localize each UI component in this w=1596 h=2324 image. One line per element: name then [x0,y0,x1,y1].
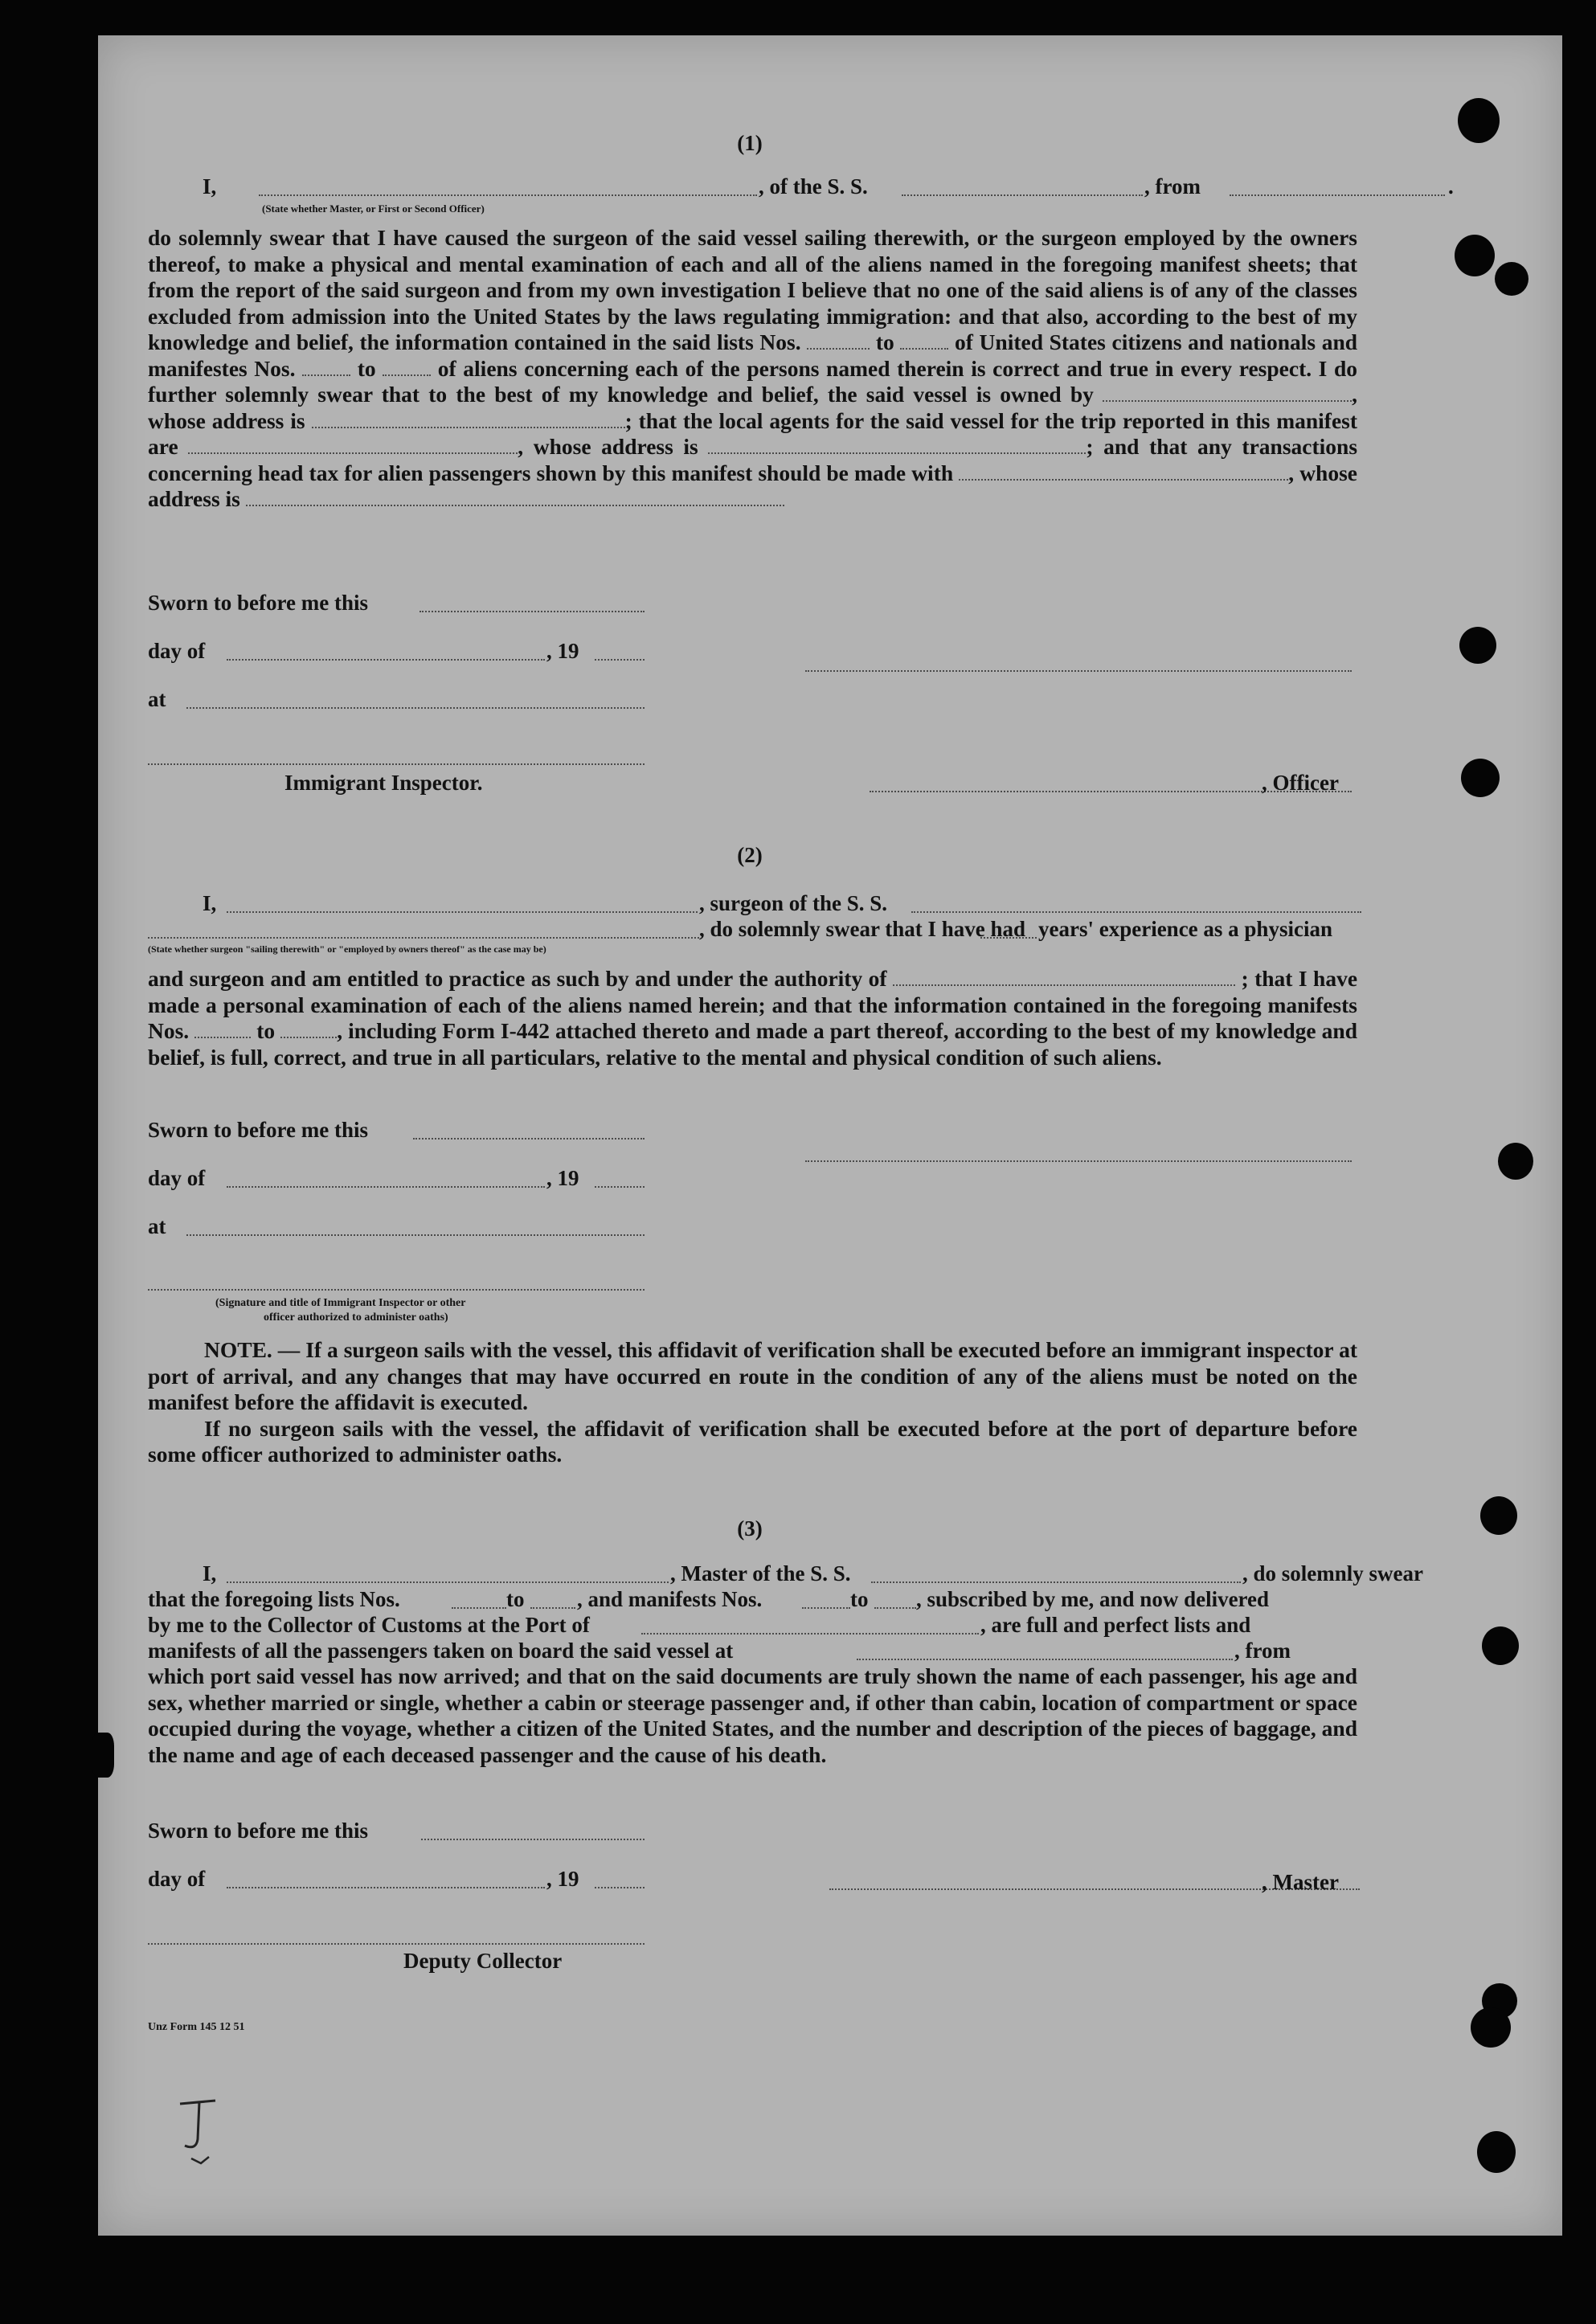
full-lists-label: , are full and perfect lists and [980,1613,1251,1637]
from-label: , from [1144,174,1201,198]
section-3-number: (3) [737,1516,763,1540]
sworn-date-field-1[interactable] [419,611,645,612]
immigrant-inspector-label: Immigrant Inspector. [284,771,483,795]
punch-hole [1458,98,1500,143]
punch-hole [1455,235,1495,276]
form-number: Unz Form 145 12 51 [148,2021,245,2033]
punch-hole [1477,2131,1516,2173]
port-field[interactable] [641,1633,979,1635]
year-field-2[interactable] [595,1186,645,1188]
from-port-field[interactable] [1230,194,1445,196]
at-field-2[interactable] [186,1234,645,1236]
note-block: NOTE. — If a surgeon sails with the vessel, this affidavit of verification shall be executed before an immigrant inspector at port of arrival, and any changes that may have occurred en route in the condition of any of the aliens must be noted on the manifest before the affidavit is executed. If no surgeon sails with the vessel, the affidavit of verification shall be executed before at the port of departure before some officer authorized to administer oaths. [148,1337,1357,1467]
master-of-label: , Master of the S. S. [670,1561,851,1585]
section-2-body: and surgeon and am entitled to practice as such by and under the authority of ; that I have made a personal examination of each of the aliens named herein; and that the information contained in the foregoing manifests Nos. to , including Form I-442 attached thereto and made a part thereof, according to the best of my knowledge and belief, is full, correct, and true in all particulars, relative to the mental and physical condition of such aliens. [148,966,1358,1070]
boarding-port-field[interactable] [857,1659,1233,1660]
swear-label-2: , do solemnly swear that I have had [699,917,1026,941]
section-1-number: (1) [737,131,763,155]
lists-label: that the foregoing lists Nos. [148,1587,400,1611]
lists-to-field[interactable] [530,1607,575,1609]
punch-hole [1461,759,1500,797]
deputy-collector-label: Deputy Collector [403,1949,563,1973]
at-label-1: at [148,687,166,711]
punch-hole [1482,1626,1519,1665]
surgeon-vessel-field[interactable] [911,911,1361,913]
inspector-signature-line-2[interactable] [148,1289,645,1291]
day-of-label-3: day of [148,1867,206,1891]
section-3-body: which port said vessel has now arrived; and that on the said documents are truly shown the name of each passenger, his age and sex, whether married or single, whether a cabin or steerage passenger and, if other than cabin, location of compartment or space occupied during the voyage, whether a citizen of the United States, and the number and description of the pieces of baggage, and the name and age of each deceased passenger and the cause of his death. [148,1663,1357,1767]
manifests-label: , and manifests Nos. [577,1587,763,1611]
day-of-field-1[interactable] [227,659,545,661]
surgeon-note: (State whether surgeon "sailing therewith" or "employed by owners thereof" as the case may be) [148,943,546,955]
year-field-1[interactable] [595,659,645,661]
lists-to-label: to [506,1587,525,1611]
years-field[interactable] [980,937,1037,939]
years-experience-label: years' experience as a physician [1038,917,1332,941]
sworn-label-2: Sworn to before me this [148,1118,368,1142]
manifests-all-label: manifests of all the passengers taken on board the said vessel at [148,1639,734,1663]
master-name-field[interactable] [227,1581,669,1583]
section-3-i: I, [203,1561,217,1585]
manifests-to-field[interactable] [874,1607,916,1609]
surgeon-signature-line[interactable] [805,1160,1352,1162]
swear-label-3: , do solemnly swear [1242,1561,1423,1585]
year-label-3: , 19 [546,1867,579,1891]
handwritten-mark [174,2093,230,2173]
inspector-signature-line-1[interactable] [148,763,645,765]
from-label-3: , from [1234,1639,1291,1663]
document-page [98,35,1562,2236]
officer-label: , Officer [1262,771,1339,795]
of-the-ss-label: , of the S. S. [759,174,868,198]
year-label-1: , 19 [546,639,579,663]
sworn-date-field-3[interactable] [421,1839,645,1840]
officer-note: (State whether Master, or First or Second Officer) [262,203,485,215]
punch-hole [1480,1496,1517,1535]
at-label-2: at [148,1214,166,1238]
master-vessel-field[interactable] [871,1581,1241,1583]
surgeon-status-field[interactable] [148,937,699,939]
torn-edge-mark [92,1733,114,1778]
vessel-name-field[interactable] [902,194,1143,196]
day-of-field-3[interactable] [227,1887,545,1888]
signature-note-line-1: (Signature and title of Immigrant Inspector or other [215,1297,466,1309]
punch-hole [1498,1143,1533,1180]
day-of-label-1: day of [148,639,206,663]
period: . [1448,174,1454,198]
officer-signature-line-1[interactable] [805,670,1352,672]
day-of-label-2: day of [148,1166,206,1190]
at-field-1[interactable] [186,707,645,709]
officer-title-field[interactable] [259,194,757,196]
lists-from-field[interactable] [452,1607,506,1609]
master-label: , Master [1262,1870,1339,1894]
signature-note-line-2: officer authorized to administer oaths) [264,1311,448,1324]
punch-hole [1471,2007,1511,2048]
sworn-date-field-2[interactable] [413,1138,645,1139]
sworn-label-1: Sworn to before me this [148,591,368,615]
manifests-to-label: to [850,1587,869,1611]
section-1-body: do solemnly swear that I have caused the surgeon of the said vessel sailing therewith, or the surgeon employed by the owners thereof, to make a physical and mental examination of each and all of the aliens named in the foregoing manifest sheets; that from the report of the said surgeon and from my own investigation I believe that no one of the said aliens is of any of the classes excluded from admission into the United States by the laws regulating immigration: and that also, according to the best of my knowledge and belief, the information contained in the said lists Nos. to of United States citizens and nationals and manifestes Nos. to of aliens concerning each of the persons named therein is correct and true in every respect. I do further solemnly swear that to the best of my knowledge and belief, the said vessel is owned by , whose address is ; that the local agents for the said vessel for the trip reported in this manifest are , whose address is ; and that any transactions concerning head tax for alien passengers shown by this manifest should be made with , whose address is [148,225,1358,511]
section-2-number: (2) [737,843,763,867]
punch-hole [1459,627,1496,664]
sworn-label-3: Sworn to before me this [148,1819,368,1843]
year-label-2: , 19 [546,1166,579,1190]
day-of-field-2[interactable] [227,1186,545,1188]
section-1-i: I, [203,174,217,198]
punch-hole [1495,262,1528,296]
subscribed-label: , subscribed by me, and now delivered [916,1587,1270,1611]
section-2-i: I, [203,891,217,915]
manifests-from-field[interactable] [802,1607,850,1609]
surgeon-name-field[interactable] [227,911,698,913]
year-field-3[interactable] [595,1887,645,1888]
collector-label: by me to the Collector of Customs at the Port of [148,1613,590,1637]
deputy-signature-line[interactable] [148,1943,645,1945]
surgeon-of-label: , surgeon of the S. S. [699,891,888,915]
